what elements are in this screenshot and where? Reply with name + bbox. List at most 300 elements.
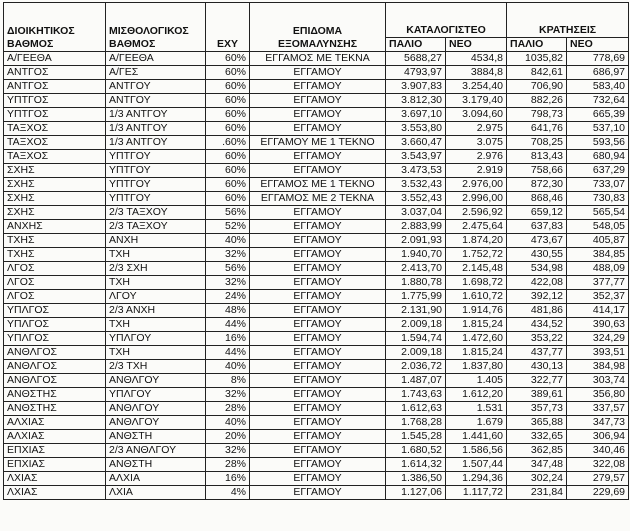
pay-grade-cell: 2/3 ΑΝΧΗ [106, 304, 206, 318]
deductions-new-cell: 279,57 [567, 472, 629, 486]
ledger-old-cell: 3.037,04 [386, 206, 446, 220]
table-row [4, 122, 629, 136]
exy-cell: 60% [206, 178, 250, 192]
pay-grade-cell: 1/3 ΑΝΤΓΟΥ [106, 122, 206, 136]
exy-cell: 48% [206, 304, 250, 318]
deductions-old-cell: 659,12 [507, 206, 567, 220]
ledger-old-cell: 1.127,06 [386, 486, 446, 500]
exy-cell: 44% [206, 346, 250, 360]
ledger-old-cell: 3.907,83 [386, 80, 446, 94]
table-row [4, 290, 629, 304]
allowance-cell: ΕΓΓΑΜΟΥ [250, 458, 386, 472]
table-row [4, 458, 629, 472]
deductions-old-cell: 706,90 [507, 80, 567, 94]
table-row [4, 150, 629, 164]
deductions-new-cell: 356,80 [567, 388, 629, 402]
ledger-new-cell: 2.475,64 [446, 220, 507, 234]
exy-cell: 40% [206, 416, 250, 430]
deductions-old-cell: 422,08 [507, 276, 567, 290]
exy-cell: 60% [206, 164, 250, 178]
rank-cell: ΤΧΗΣ [4, 234, 106, 248]
allowance-cell: ΕΓΓΑΜΟΥ [250, 444, 386, 458]
deductions-new-cell: 340,46 [567, 444, 629, 458]
deductions-new-cell: 337,57 [567, 402, 629, 416]
exy-cell: 32% [206, 248, 250, 262]
deductions-old-cell: 1035,82 [507, 52, 567, 66]
ledger-old-cell: 1.940,70 [386, 248, 446, 262]
pay-grade-cell: ΥΠΤΓΟΥ [106, 178, 206, 192]
ledger-new-cell: 3.094,60 [446, 108, 507, 122]
ledger-header: ΚΑΤΑΛΟΓΙΣΤΕΟ [386, 3, 507, 38]
ledger-new-cell: 1.405 [446, 374, 507, 388]
rank-cell: ΑΝΘΣΤΗΣ [4, 402, 106, 416]
ledger-new-cell: 1.752,72 [446, 248, 507, 262]
exy-cell: 60% [206, 66, 250, 80]
ledger-old-cell: 1.880,78 [386, 276, 446, 290]
ledger-new-cell: 2.919 [446, 164, 507, 178]
allowance-cell: ΕΓΓΑΜΟΥ [250, 66, 386, 80]
rank-cell: ΥΠΤΓΟΣ [4, 94, 106, 108]
pay-grade-cell: ΑΝΘΛΓΟΥ [106, 374, 206, 388]
allowance-cell: ΕΓΓΑΜΟΥ [250, 374, 386, 388]
exy-cell: 60% [206, 52, 250, 66]
pay-grade-cell: ΛΓΟΥ [106, 290, 206, 304]
ledger-old-cell: 3.532,43 [386, 178, 446, 192]
ledger-old-cell: 2.131,90 [386, 304, 446, 318]
rank-cell: ΛΧΙΑΣ [4, 486, 106, 500]
table-row [4, 178, 629, 192]
ledger-new-cell: 2.596,92 [446, 206, 507, 220]
exy-cell: 28% [206, 402, 250, 416]
allowance-cell: ΕΓΓΑΜΟΣ ΜΕ ΤΕΚΝΑ [250, 52, 386, 66]
deductions-old-cell: 882,26 [507, 94, 567, 108]
pay-grade-cell: 2/3 ΑΝΘΛΓΟΥ [106, 444, 206, 458]
table-row [4, 388, 629, 402]
ledger-new-cell: 3.075 [446, 136, 507, 150]
ledger-new-cell: 1.610,72 [446, 290, 507, 304]
exy-cell: 44% [206, 318, 250, 332]
allowance-cell: ΕΓΓΑΜΟΥ [250, 122, 386, 136]
deductions-new-cell: 686,97 [567, 66, 629, 80]
pay-grade-cell: ΑΝΘΛΓΟΥ [106, 402, 206, 416]
ledger-new-cell: 1.472,60 [446, 332, 507, 346]
ledger-new-header: ΝΕΟ [446, 38, 507, 52]
table-row [4, 472, 629, 486]
rank-cell: ΥΠΛΓΟΣ [4, 332, 106, 346]
allowance-cell: ΕΓΓΑΜΟΥ ΜΕ 1 ΤΕΚΝΟ [250, 136, 386, 150]
allowance-cell: ΕΓΓΑΜΟΥ [250, 388, 386, 402]
ledger-old-cell: 1.680,52 [386, 444, 446, 458]
deductions-old-cell: 347,48 [507, 458, 567, 472]
ledger-old-cell: 1.487,07 [386, 374, 446, 388]
ledger-new-cell: 1.679 [446, 416, 507, 430]
deductions-old-cell: 322,77 [507, 374, 567, 388]
allowance-cell: ΕΓΓΑΜΟΥ [250, 416, 386, 430]
deductions-new-cell: 733,07 [567, 178, 629, 192]
table-row [4, 66, 629, 80]
pay-grade-cell: 2/3 ΣΧΗ [106, 262, 206, 276]
table-row [4, 80, 629, 94]
deductions-new-cell: 414,17 [567, 304, 629, 318]
pay-grade-cell: ΑΝΤΓΟΥ [106, 94, 206, 108]
ledger-new-cell: 3884,8 [446, 66, 507, 80]
allowance-cell: ΕΓΓΑΜΟΥ [250, 150, 386, 164]
deductions-old-cell: 641,76 [507, 122, 567, 136]
rank-cell: ΛΧΙΑΣ [4, 472, 106, 486]
deductions-old-cell: 389,61 [507, 388, 567, 402]
allowance-cell: ΕΓΓΑΜΟΥ [250, 472, 386, 486]
pay-table [3, 2, 629, 500]
ledger-old-cell: 1.545,28 [386, 430, 446, 444]
allowance-cell: ΕΓΓΑΜΟΥ [250, 248, 386, 262]
ledger-new-cell: 1.815,24 [446, 318, 507, 332]
rank-cell: ΣΧΗΣ [4, 178, 106, 192]
ledger-new-cell: 1.914,76 [446, 304, 507, 318]
deductions-old-cell: 231,84 [507, 486, 567, 500]
rank-cell: ΑΝΘΛΓΟΣ [4, 346, 106, 360]
ledger-old-cell: 2.009,18 [386, 318, 446, 332]
rank-cell: ΥΠΛΓΟΣ [4, 318, 106, 332]
deductions-new-cell: 347,73 [567, 416, 629, 430]
table-body [4, 52, 629, 500]
table-row [4, 206, 629, 220]
deductions-new-cell: 390,63 [567, 318, 629, 332]
table-row [4, 444, 629, 458]
deductions-new-cell: 488,09 [567, 262, 629, 276]
deductions-new-cell: 384,98 [567, 360, 629, 374]
allowance-cell: ΕΓΓΑΜΟΥ [250, 164, 386, 178]
table-row [4, 262, 629, 276]
allowance-cell: ΕΓΓΑΜΟΥ [250, 206, 386, 220]
ledger-old-cell: 5688,27 [386, 52, 446, 66]
allowance-cell: ΕΓΓΑΜΟΥ [250, 318, 386, 332]
ledger-new-cell: 2.145,48 [446, 262, 507, 276]
ledger-new-cell: 1.507,44 [446, 458, 507, 472]
ledger-old-cell: 3.660,47 [386, 136, 446, 150]
deductions-old-header: ΠΑΛΙΟ [507, 38, 567, 52]
ledger-old-cell: 1.614,32 [386, 458, 446, 472]
rank-cell: ΑΛΧΙΑΣ [4, 430, 106, 444]
rank-cell: ΑΝΘΛΓΟΣ [4, 374, 106, 388]
exy-cell: 60% [206, 94, 250, 108]
table-row [4, 164, 629, 178]
pay-grade-cell: 2/3 ΤΧΗ [106, 360, 206, 374]
pay-grade-cell: ΤΧΗ [106, 346, 206, 360]
ledger-old-cell: 3.697,10 [386, 108, 446, 122]
ledger-old-cell: 1.768,28 [386, 416, 446, 430]
pay-grade-cell: ΥΠΤΓΟΥ [106, 150, 206, 164]
ledger-new-cell: 1.837,80 [446, 360, 507, 374]
allowance-cell: ΕΓΓΑΜΟΥ [250, 220, 386, 234]
deductions-new-cell: 565,54 [567, 206, 629, 220]
deductions-old-cell: 332,65 [507, 430, 567, 444]
ledger-new-cell: 2.976 [446, 150, 507, 164]
ledger-new-cell: 1.117,72 [446, 486, 507, 500]
exy-cell: .60% [206, 136, 250, 150]
pay-grade-cell: ΑΝΘΣΤΗ [106, 430, 206, 444]
table-row [4, 52, 629, 66]
table-row [4, 304, 629, 318]
deductions-new-cell: 229,69 [567, 486, 629, 500]
allowance-cell: ΕΓΓΑΜΟΥ [250, 332, 386, 346]
ledger-old-cell: 2.413,70 [386, 262, 446, 276]
deductions-new-header: ΝΕΟ [567, 38, 629, 52]
deductions-new-cell: 548,05 [567, 220, 629, 234]
deductions-new-cell: 384,85 [567, 248, 629, 262]
exy-cell: 4% [206, 486, 250, 500]
ledger-old-cell: 2.883,99 [386, 220, 446, 234]
rank-cell: ΣΧΗΣ [4, 206, 106, 220]
pay-grade-cell: 2/3 ΤΑΞΧΟΥ [106, 220, 206, 234]
allowance-cell: ΕΓΓΑΜΟΥ [250, 234, 386, 248]
pay-grade-cell: ΑΛΧΙΑ [106, 472, 206, 486]
deductions-new-cell: 583,40 [567, 80, 629, 94]
table-row [4, 318, 629, 332]
ledger-new-cell: 1.815,24 [446, 346, 507, 360]
ledger-new-cell: 2.996,00 [446, 192, 507, 206]
exy-cell: 24% [206, 290, 250, 304]
table-row [4, 108, 629, 122]
allowance-cell: ΕΓΓΑΜΟΥ [250, 80, 386, 94]
exy-cell: 32% [206, 444, 250, 458]
rank-cell: ΣΧΗΣ [4, 164, 106, 178]
deductions-old-cell: 362,85 [507, 444, 567, 458]
pay-grade-cell: ΑΝΤΓΟΥ [106, 80, 206, 94]
deductions-old-cell: 302,24 [507, 472, 567, 486]
rank-cell: ΥΠΤΓΟΣ [4, 108, 106, 122]
ledger-old-cell: 3.552,43 [386, 192, 446, 206]
pay-grade-cell: Α/ΓΕΕΘΑ [106, 52, 206, 66]
exy-cell: 60% [206, 108, 250, 122]
rank-cell: ΛΓΟΣ [4, 276, 106, 290]
rank-cell: ΤΑΞΧΟΣ [4, 136, 106, 150]
rank-cell: ΑΛΧΙΑΣ [4, 416, 106, 430]
pay-grade-cell: ΑΝΧΗ [106, 234, 206, 248]
ledger-new-cell: 1.586,56 [446, 444, 507, 458]
deductions-new-cell: 537,10 [567, 122, 629, 136]
deductions-old-cell: 430,55 [507, 248, 567, 262]
deductions-old-cell: 868,46 [507, 192, 567, 206]
deductions-new-cell: 732,64 [567, 94, 629, 108]
allowance-cell: ΕΓΓΑΜΟΥ [250, 290, 386, 304]
pay-grade-cell: ΛΧΙΑ [106, 486, 206, 500]
pay-grade-cell: ΤΧΗ [106, 248, 206, 262]
rank-cell: ΛΓΟΣ [4, 262, 106, 276]
rank-cell: ΤΧΗΣ [4, 248, 106, 262]
exy-cell: 40% [206, 360, 250, 374]
deductions-new-cell: 377,77 [567, 276, 629, 290]
deductions-old-cell: 365,88 [507, 416, 567, 430]
pay-grade-header: ΜΙΣΘΟΛΟΓΙΚΟΣ ΒΑΘΜΟΣ [106, 3, 206, 52]
exy-cell: 56% [206, 262, 250, 276]
deductions-old-cell: 872,30 [507, 178, 567, 192]
deductions-old-cell: 353,22 [507, 332, 567, 346]
rank-cell: ΑΝΤΓΟΣ [4, 66, 106, 80]
ledger-new-cell: 3.179,40 [446, 94, 507, 108]
deductions-new-cell: 303,74 [567, 374, 629, 388]
rank-cell: ΕΠΧΙΑΣ [4, 444, 106, 458]
allowance-cell: ΕΓΓΑΜΟΥ [250, 486, 386, 500]
ledger-new-cell: 3.254,40 [446, 80, 507, 94]
ledger-old-cell: 1.612,63 [386, 402, 446, 416]
rank-cell: ΤΑΞΧΟΣ [4, 122, 106, 136]
deductions-old-cell: 434,52 [507, 318, 567, 332]
rank-cell: ΑΝΘΣΤΗΣ [4, 388, 106, 402]
ledger-old-cell: 1.386,50 [386, 472, 446, 486]
deductions-old-cell: 534,98 [507, 262, 567, 276]
ledger-old-cell: 3.812,30 [386, 94, 446, 108]
rank-cell: ΑΝΤΓΟΣ [4, 80, 106, 94]
ledger-old-cell: 2.091,93 [386, 234, 446, 248]
exy-cell: 20% [206, 430, 250, 444]
table-row [4, 192, 629, 206]
ledger-new-cell: 1.441,60 [446, 430, 507, 444]
ledger-old-header: ΠΑΛΙΟ [386, 38, 446, 52]
rank-cell: ΑΝΘΛΓΟΣ [4, 360, 106, 374]
table-row [4, 94, 629, 108]
ledger-new-cell: 2.975 [446, 122, 507, 136]
ledger-new-cell: 1.698,72 [446, 276, 507, 290]
pay-grade-cell: ΑΝΘΛΓΟΥ [106, 416, 206, 430]
deductions-new-cell: 680,94 [567, 150, 629, 164]
deductions-header: ΚΡΑΤΗΣΕΙΣ [507, 3, 629, 38]
allowance-cell: ΕΓΓΑΜΟΥ [250, 276, 386, 290]
deductions-new-cell: 637,29 [567, 164, 629, 178]
ledger-old-cell: 1.594,74 [386, 332, 446, 346]
deductions-old-cell: 357,73 [507, 402, 567, 416]
pay-grade-cell: ΤΧΗ [106, 318, 206, 332]
rank-cell: Α/ΓΕΕΘΑ [4, 52, 106, 66]
deductions-new-cell: 352,37 [567, 290, 629, 304]
exy-cell: 60% [206, 192, 250, 206]
allowance-cell: ΕΓΓΑΜΟΥ [250, 430, 386, 444]
allowance-cell: ΕΓΓΑΜΟΥ [250, 304, 386, 318]
deductions-old-cell: 758,66 [507, 164, 567, 178]
deductions-old-cell: 392,12 [507, 290, 567, 304]
pay-grade-cell: ΥΠΤΓΟΥ [106, 192, 206, 206]
pay-grade-cell: ΥΠΛΓΟΥ [106, 388, 206, 402]
exy-cell: 56% [206, 206, 250, 220]
table-row [4, 220, 629, 234]
exy-cell: 32% [206, 276, 250, 290]
exy-cell: 32% [206, 388, 250, 402]
table-row [4, 136, 629, 150]
allowance-cell: ΕΓΓΑΜΟΣ ΜΕ 2 ΤΕΚΝΑ [250, 192, 386, 206]
ledger-new-cell: 1.612,20 [446, 388, 507, 402]
exy-cell: 28% [206, 458, 250, 472]
deductions-old-cell: 637,83 [507, 220, 567, 234]
table-row [4, 402, 629, 416]
table-row [4, 486, 629, 500]
allowance-cell: ΕΓΓΑΜΟΥ [250, 346, 386, 360]
deductions-old-cell: 437,77 [507, 346, 567, 360]
deductions-old-cell: 842,61 [507, 66, 567, 80]
table-row [4, 346, 629, 360]
deductions-new-cell: 306,94 [567, 430, 629, 444]
allowance-cell: ΕΓΓΑΜΟΥ [250, 108, 386, 122]
table-row [4, 430, 629, 444]
exy-cell: 60% [206, 150, 250, 164]
exy-header: ΕΧΥ [206, 3, 250, 52]
ledger-new-cell: 2.976,00 [446, 178, 507, 192]
pay-grade-cell: 1/3 ΑΝΤΓΟΥ [106, 108, 206, 122]
deductions-old-cell: 473,67 [507, 234, 567, 248]
deductions-new-cell: 393,51 [567, 346, 629, 360]
deductions-old-cell: 798,73 [507, 108, 567, 122]
table-row [4, 374, 629, 388]
rank-cell: ΑΝΧΗΣ [4, 220, 106, 234]
table-header [4, 3, 629, 52]
allowance-header: ΕΠΙΔΟΜΑ ΕΞΟΜΑΛΥΝΣΗΣ [250, 3, 386, 52]
allowance-cell: ΕΓΓΑΜΟΥ [250, 262, 386, 276]
exy-cell: 52% [206, 220, 250, 234]
pay-grade-cell: Α/ΓΕΣ [106, 66, 206, 80]
exy-cell: 60% [206, 80, 250, 94]
allowance-cell: ΕΓΓΑΜΟΣ ΜΕ 1 ΤΕΚΝΟ [250, 178, 386, 192]
pay-grade-cell: ΑΝΘΣΤΗ [106, 458, 206, 472]
ledger-new-cell: 4534,8 [446, 52, 507, 66]
allowance-cell: ΕΓΓΑΜΟΥ [250, 94, 386, 108]
ledger-new-cell: 1.874,20 [446, 234, 507, 248]
ledger-old-cell: 3.553,80 [386, 122, 446, 136]
deductions-old-cell: 813,43 [507, 150, 567, 164]
ledger-old-cell: 1.743,63 [386, 388, 446, 402]
exy-cell: 8% [206, 374, 250, 388]
exy-cell: 16% [206, 332, 250, 346]
deductions-new-cell: 322,08 [567, 458, 629, 472]
pay-grade-cell: 2/3 ΤΑΞΧΟΥ [106, 206, 206, 220]
exy-cell: 60% [206, 122, 250, 136]
allowance-cell: ΕΓΓΑΜΟΥ [250, 402, 386, 416]
rank-cell: ΣΧΗΣ [4, 192, 106, 206]
rank-cell: ΥΠΛΓΟΣ [4, 304, 106, 318]
pay-grade-cell: 1/3 ΑΝΤΓΟΥ [106, 136, 206, 150]
deductions-old-cell: 430,13 [507, 360, 567, 374]
table-row [4, 416, 629, 430]
rank-cell: ΛΓΟΣ [4, 290, 106, 304]
rank-cell: ΤΑΞΧΟΣ [4, 150, 106, 164]
pay-grade-cell: ΥΠΤΓΟΥ [106, 164, 206, 178]
table-row [4, 234, 629, 248]
ledger-old-cell: 1.775,99 [386, 290, 446, 304]
ledger-new-cell: 1.531 [446, 402, 507, 416]
deductions-new-cell: 324,29 [567, 332, 629, 346]
table-row [4, 248, 629, 262]
ledger-new-cell: 1.294,36 [446, 472, 507, 486]
table-row [4, 360, 629, 374]
ledger-old-cell: 2.036,72 [386, 360, 446, 374]
deductions-old-cell: 708,25 [507, 136, 567, 150]
exy-cell: 16% [206, 472, 250, 486]
deductions-old-cell: 481,86 [507, 304, 567, 318]
deductions-new-cell: 730,83 [567, 192, 629, 206]
pay-grade-cell: ΥΠΛΓΟΥ [106, 332, 206, 346]
ledger-old-cell: 3.473,53 [386, 164, 446, 178]
rank-header: ΔΙΟΙΚΗΤΙΚΟΣ ΒΑΘΜΟΣ [4, 3, 106, 52]
deductions-new-cell: 778,69 [567, 52, 629, 66]
allowance-cell: ΕΓΓΑΜΟΥ [250, 360, 386, 374]
ledger-old-cell: 4793,97 [386, 66, 446, 80]
pay-grade-cell: ΤΧΗ [106, 276, 206, 290]
ledger-old-cell: 3.543,97 [386, 150, 446, 164]
exy-cell: 40% [206, 234, 250, 248]
deductions-new-cell: 665,39 [567, 108, 629, 122]
ledger-old-cell: 2.009,18 [386, 346, 446, 360]
table-row [4, 332, 629, 346]
deductions-new-cell: 405,87 [567, 234, 629, 248]
rank-cell: ΕΠΧΙΑΣ [4, 458, 106, 472]
table-row [4, 276, 629, 290]
